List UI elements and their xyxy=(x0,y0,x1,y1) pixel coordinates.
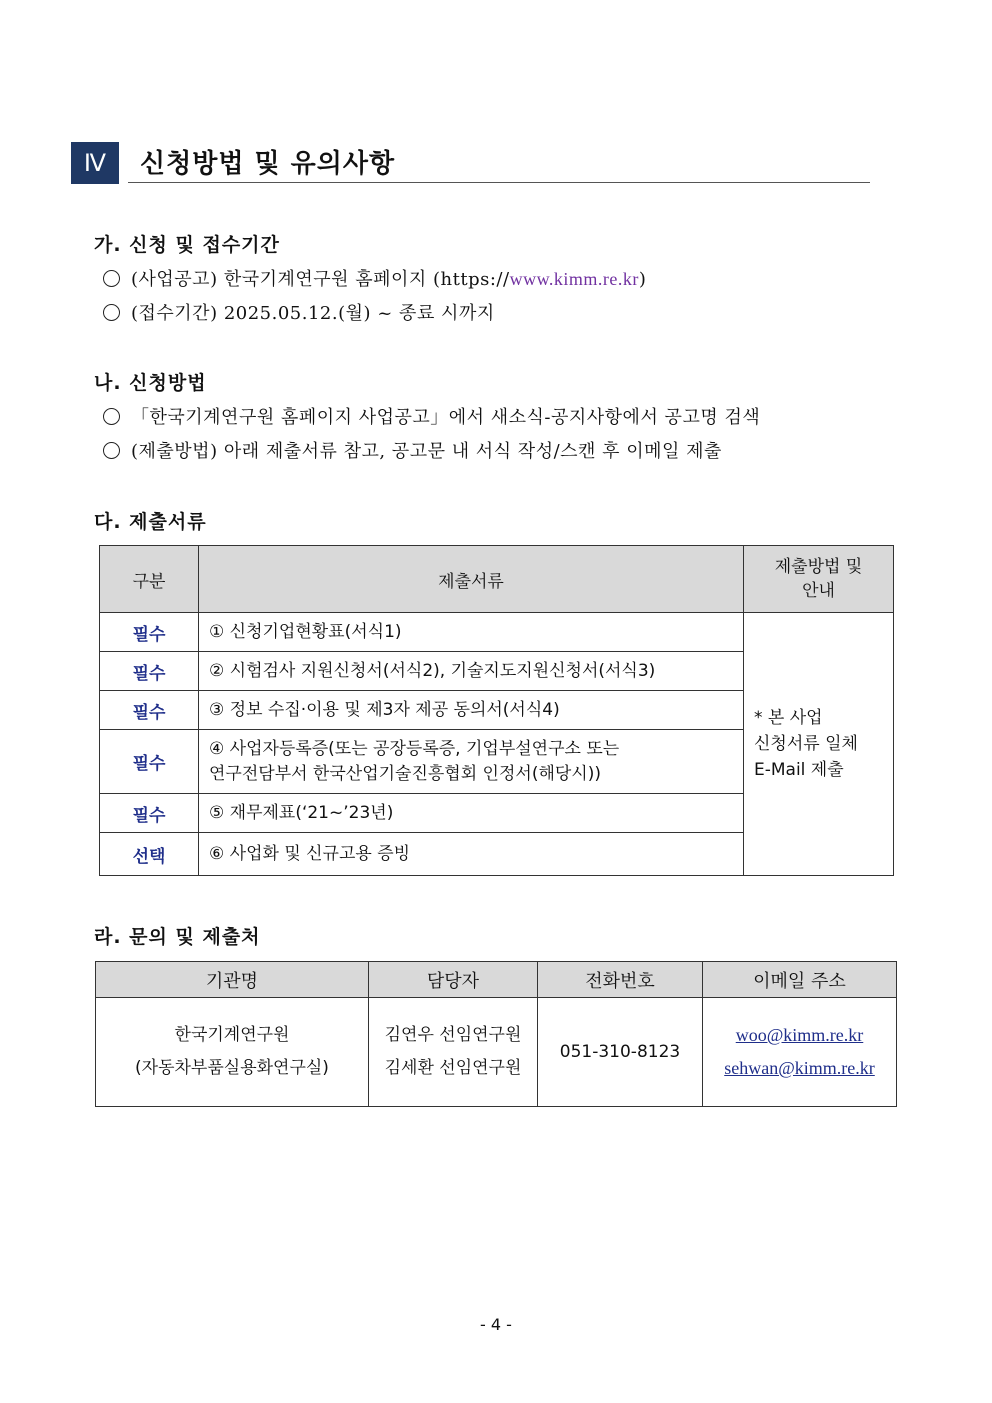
row-kind: 필수 xyxy=(100,691,199,730)
heading-application-period: 가. 신청 및 접수기간 xyxy=(94,234,280,256)
col-header-type: 구분 xyxy=(100,546,199,613)
contact-row xyxy=(96,998,897,1107)
heading-contact: 라. 문의 및 제출처 xyxy=(94,926,261,948)
circle-bullet-icon xyxy=(103,408,120,425)
row-kind: 필수 xyxy=(100,652,199,691)
col-header-organization: 기관명 xyxy=(96,962,369,998)
documents-table xyxy=(99,545,894,876)
bullet-method-submit xyxy=(103,437,722,463)
page-number: - 4 - xyxy=(480,1315,512,1334)
col-header-person: 담당자 xyxy=(369,962,538,998)
email-link[interactable]: woo@kimm.re.kr xyxy=(735,1025,864,1045)
section-title: 신청방법 및 유의사항 xyxy=(140,149,396,179)
circle-bullet-icon xyxy=(103,442,120,459)
method-search-text: 「한국기계연구원 홈페이지 사업공고」에서 새소식-공지사항에서 공고명 검색 xyxy=(131,407,761,428)
section-number-badge: Ⅳ xyxy=(71,142,119,184)
col-header-method: 제출방법 및 안내 xyxy=(744,546,894,613)
announcement-text: (사업공고) 한국기계연구원 홈페이지 (https:// xyxy=(131,269,510,290)
circle-bullet-icon xyxy=(103,270,120,287)
section-title-underline xyxy=(128,182,870,183)
row-document: ⑤ 재무제표(‘21~’23년) xyxy=(199,794,744,833)
heading-documents: 다. 제출서류 xyxy=(94,511,207,533)
row-document: ① 신청기업현황표(서식1) xyxy=(199,613,744,652)
bullet-period xyxy=(103,299,495,325)
row-document: ⑥ 사업화 및 신규고용 증빙 xyxy=(199,833,744,876)
bullet-method-search xyxy=(103,403,760,429)
email-link[interactable]: sehwan@kimm.re.kr xyxy=(724,1058,875,1078)
announcement-suffix: ) xyxy=(638,269,647,290)
submission-note: * 본 사업 신청서류 일체 E-Mail 제출 xyxy=(744,613,894,876)
method-submit-text: (제출방법) 아래 제출서류 참고, 공고문 내 서식 작성/스캔 후 이메일 제출 xyxy=(131,441,722,462)
phone-number: 051-310-8123 xyxy=(538,998,703,1107)
table-row xyxy=(100,613,894,652)
col-header-phone: 전화번호 xyxy=(538,962,703,998)
documents-header-row xyxy=(100,546,894,613)
row-document: ④ 사업자등록증(또는 공장등록증, 기업부설연구소 또는 연구전담부서 한국산업기술진흥협회 인정서(해당시)) xyxy=(199,730,744,794)
col-header-documents: 제출서류 xyxy=(199,546,744,613)
organization-name: 한국기계연구원 (자동차부품실용화연구실) xyxy=(96,998,369,1107)
period-text: (접수기간) 2025.05.12.(월) ~ 종료 시까지 xyxy=(131,303,495,324)
homepage-link[interactable]: www.kimm.re.kr xyxy=(509,269,639,289)
col-header-email: 이메일 주소 xyxy=(703,962,897,998)
row-kind: 선택 xyxy=(100,833,199,876)
circle-bullet-icon xyxy=(103,304,120,321)
contact-persons: 김연우 선임연구원 김세환 선임연구원 xyxy=(369,998,538,1107)
row-kind: 필수 xyxy=(100,613,199,652)
row-document: ③ 정보 수집·이용 및 제3자 제공 동의서(서식4) xyxy=(199,691,744,730)
contact-table xyxy=(95,961,897,1107)
heading-application-method: 나. 신청방법 xyxy=(94,372,207,394)
row-kind: 필수 xyxy=(100,730,199,794)
contact-header-row xyxy=(96,962,897,998)
row-document: ② 시험검사 지원신청서(서식2), 기술지도지원신청서(서식3) xyxy=(199,652,744,691)
bullet-announcement xyxy=(103,265,646,291)
email-cell xyxy=(703,998,897,1107)
row-kind: 필수 xyxy=(100,794,199,833)
